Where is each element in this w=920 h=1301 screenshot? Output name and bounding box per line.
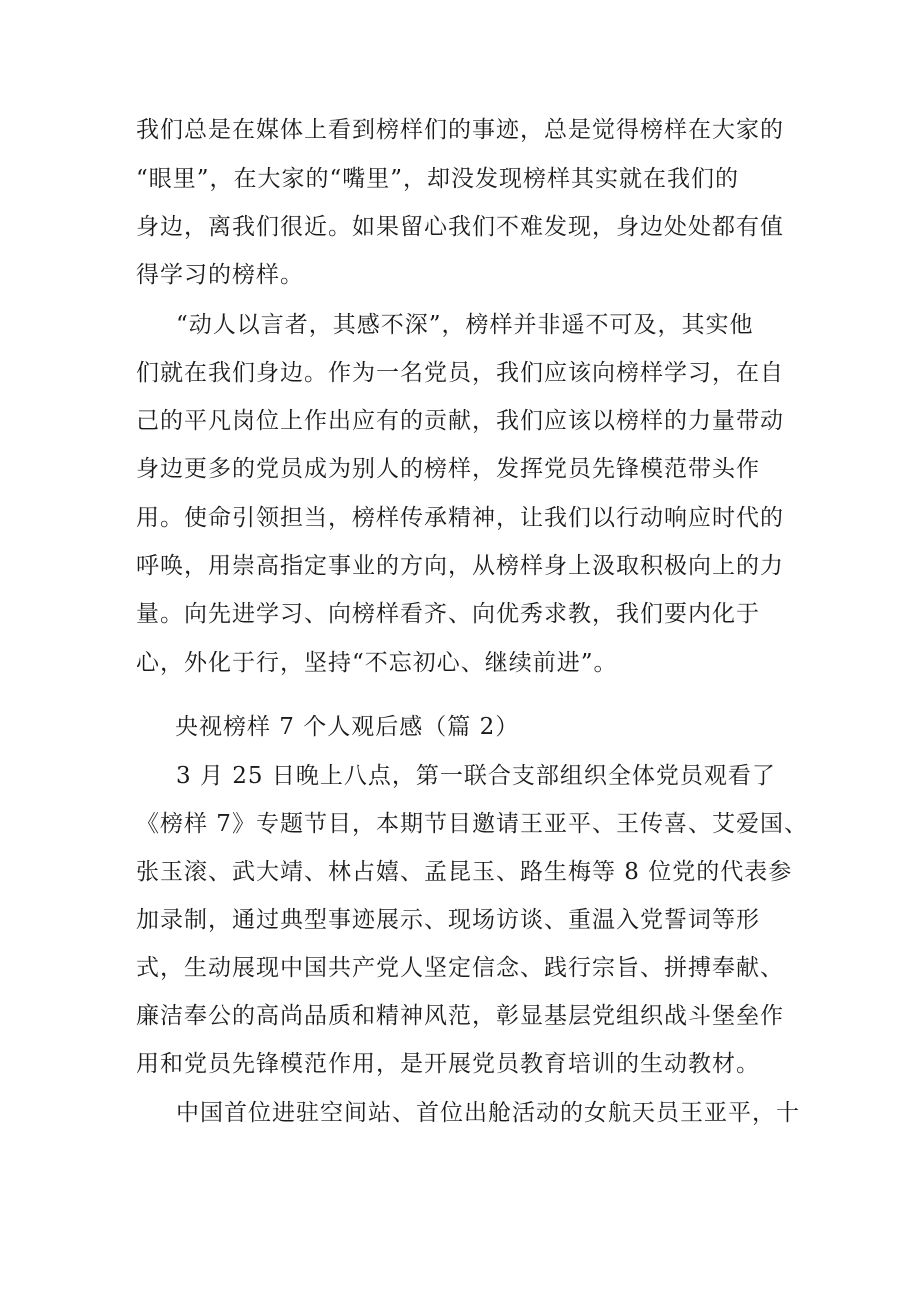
paragraph-line: 张玉滚、武大靖、林占嬉、孟昆玉、路生梅等 8 位党的代表参: [136, 859, 793, 885]
paragraph-line: 《榜样 7》专题节目，本期节目邀请王亚平、王传喜、艾爱国、: [136, 811, 808, 837]
paragraph-line: 身边，离我们很近。如果留心我们不难发现，身边处处都有值: [136, 214, 784, 240]
paragraph-line: 廉洁奉公的高尚品质和精神风范，彰显基层党组织战斗堡垒作: [136, 1003, 784, 1029]
paragraph-line: 己的平凡岗位上作出应有的贡献，我们应该以榜样的力量带动: [136, 408, 784, 434]
paragraph-line: 得学习的榜样。: [136, 262, 304, 288]
paragraph-line: 们就在我们身边。作为一名党员，我们应该向榜样学习，在自: [136, 360, 784, 386]
paragraph-line: 加录制，通过典型事迹展示、现场访谈、重温入党誓词等形: [136, 907, 760, 933]
paragraph-line: 用和党员先锋模范作用，是开展党员教育培训的生动教材。: [136, 1051, 760, 1077]
paragraph-line: “眼里”，在大家的“嘴里”，却没发现榜样其实就在我们的: [136, 166, 740, 192]
paragraph-line: 呼唤，用崇高指定事业的方向，从榜样身上汲取积极向上的力: [136, 553, 784, 579]
paragraph-line: 3 月 25 日晚上八点，第一联合支部组织全体党员观看了: [176, 763, 776, 789]
paragraph-line: 我们总是在媒体上看到榜样们的事迹，总是觉得榜样在大家的: [136, 117, 784, 143]
paragraph-line: “动人以言者，其感不深”，榜样并非遥不可及，其实他: [176, 312, 754, 338]
section-heading: 央视榜样 7 个人观后感（篇 2）: [175, 714, 520, 740]
paragraph-line: 中国首位进驻空间站、首位出舱活动的女航天员王亚平，十: [176, 1100, 800, 1126]
paragraph-line: 用。使命引领担当，榜样传承精神，让我们以行动响应时代的: [136, 505, 784, 531]
paragraph-line: 心，外化于行，坚持“不忘初心、继续前进”。: [136, 650, 618, 676]
paragraph-line: 式，生动展现中国共产党人坚定信念、践行宗旨、拼搏奉献、: [136, 955, 784, 981]
paragraph-line: 量。向先进学习、向榜样看齐、向优秀求教，我们要内化于: [136, 601, 760, 627]
paragraph-line: 身边更多的党员成为别人的榜样，发挥党员先锋模范带头作: [136, 456, 760, 482]
